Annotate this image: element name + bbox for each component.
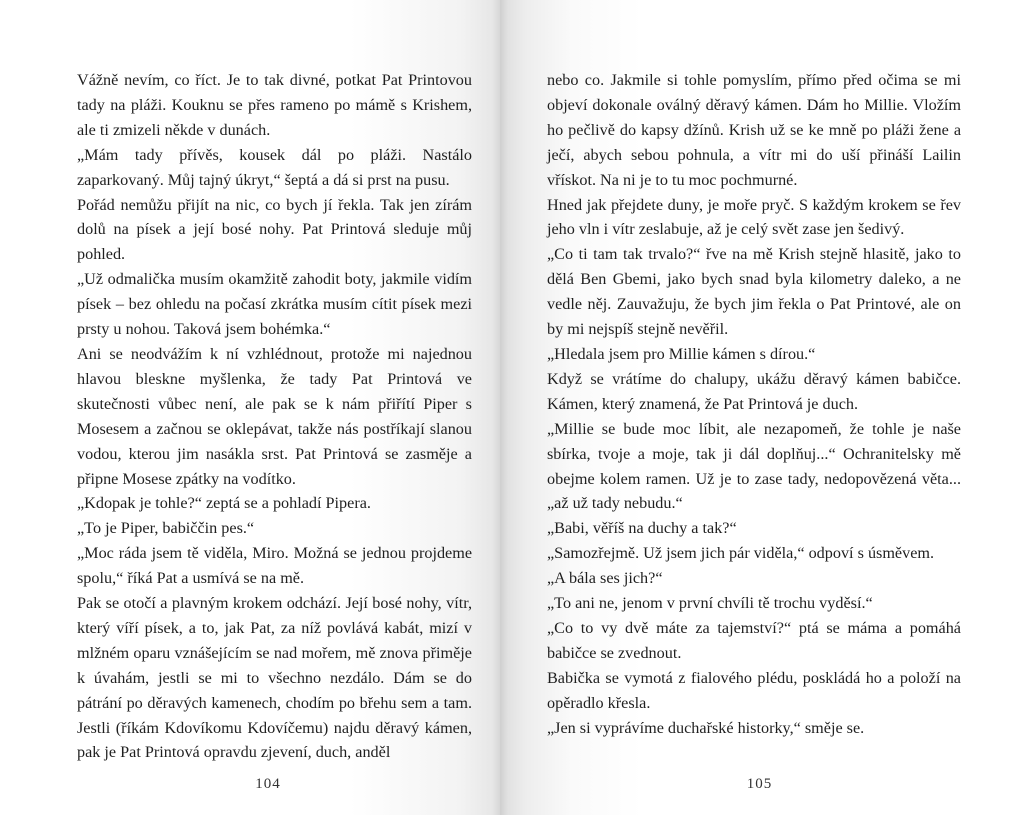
paragraph: Pořád nemůžu přijít na nic, co bych jí řekla. Tak jen zírám dolů na písek a její bosé nohy. Pat Printová sleduje můj pohled. (77, 195, 472, 264)
paragraph: „Kdopak je tohle?“ zeptá se a pohladí Pipera. (77, 494, 371, 513)
paragraph: „Moc ráda jsem tě viděla, Miro. Možná se jednou projdeme spolu,“ říká Pat a usmívá se na mě. (77, 544, 472, 588)
paragraph: „Samozřejmě. Už jsem jich pár viděla,“ odpoví s úsměvem. (547, 544, 935, 563)
right-page (500, 0, 1009, 815)
page-number: 105 (746, 776, 773, 792)
paragraph: „Mám tady přívěs, kousek dál po pláži. Nastálo zaparkovaný. Můj tajný úkryt,“ šeptá a dá si prst na pusu. (77, 145, 472, 189)
paragraph: Babička se vymotá z fialového plédu, poskládá ho a položí na opěradlo křesla. (547, 668, 961, 712)
paragraph: Když se vrátíme do chalupy, ukážu děravý kámen babičce. Kámen, který znamená, že Pat Printová je duch. (547, 369, 961, 413)
paragraph: „Jen si vyprávíme duchařské historky,“ směje se. (547, 718, 865, 737)
paragraph: „Millie se bude moc líbit, ale nezapomeň, že tohle je naše sbírka, tvoje a moje, tak ji dál doplňuj...“ Ochranitelsky mě obejme kolem ramen. Už je to zase tady, nedopovězená věta... „až už tady nebudu.“ (547, 419, 961, 513)
paragraph: „Babi, věříš na duchy a tak?“ (547, 519, 737, 538)
paragraph: Pak se otočí a plavným krokem odchází. Její bosé nohy, vítr, který víří písek, a to, jak Pat, za níž povlává kabát, mizí v mlžném oparu vznášejícím se nad mořem, mě znova přiměje k úvahám, jestli se mi to všechno nezdálo. Dám se do pátrání po děravých kamenech, chodím po břehu sem a tam. Jestli (říkám Kdovíkomu Kdovíčemu) najdu děravý kámen, pak je Pat Printová opravdu zjevení, duch, anděl (77, 594, 472, 762)
paragraph: „To je Piper, babiččin pes.“ (77, 519, 255, 538)
paragraph: „Už odmalička musím okamžitě zahodit boty, jakmile vidím písek – bez ohledu na počasí zkrátka musím cítit písek mezi prsty u nohou. Taková jsem bohémka.“ (77, 270, 472, 339)
right-page-text (547, 68, 961, 740)
paragraph: Ani se neodvážím k ní vzhlédnout, protože mi najednou hlavou bleskne myšlenka, že tady Pat Printová ve skutečnosti vůbec není, ale pak se k nám přiřítí Piper s Mosesem a začnou se oklepávat, takže nás postříkají slanou vodou, kterou jim nasákla srst. Pat Printová se zasměje a připne Mosese zpátky na vodítko. (77, 344, 472, 488)
paragraph: „Co ti tam tak trvalo?“ řve na mě Krish stejně hlasitě, jako to dělá Ben Gbemi, jako bych snad byla kilometry daleko, a ne vedle něj. Zauvažuju, že bych jim řekla o Pat Printové, ale on by mi nejspíš stejně nevěřil. (547, 245, 961, 339)
paragraph: Hned jak přejdete duny, je moře pryč. S každým krokem se řev jeho vln i vítr zeslabuje, až je celý svět zase jen šedivý. (547, 195, 961, 239)
paragraph: Vážně nevím, co říct. Je to tak divné, potkat Pat Printovou tady na pláži. Kouknu se přes rameno po mámě s Krishem, ale ti zmizeli někde v dunách. (77, 71, 472, 139)
page-number: 104 (255, 776, 281, 792)
paragraph: „Hledala jsem pro Millie kámen s dírou.“ (547, 344, 816, 363)
paragraph: „Co to vy dvě máte za tajemství?“ ptá se máma a pomáhá babičce se zvednout. (547, 618, 961, 662)
left-page (0, 0, 500, 815)
left-page-text (77, 68, 472, 765)
paragraph: „To ani ne, jenom v první chvíli tě trochu vyděsí.“ (547, 594, 873, 613)
paragraph: „A bála ses jich?“ (547, 569, 663, 588)
paragraph: nebo co. Jakmile si tohle pomyslím, přímo před očima se mi objeví dokonale oválný děravý kámen. Dám ho Millie. Vložím ho pečlivě do kapsy džínů. Krish už se ke mně po pláži žene a ječí, abych sebou pohnula, a vítr mi do uší přináší Lailin vřískot. Na ni je to tu moc pochmurné. (547, 71, 961, 189)
book-gutter (492, 0, 508, 815)
